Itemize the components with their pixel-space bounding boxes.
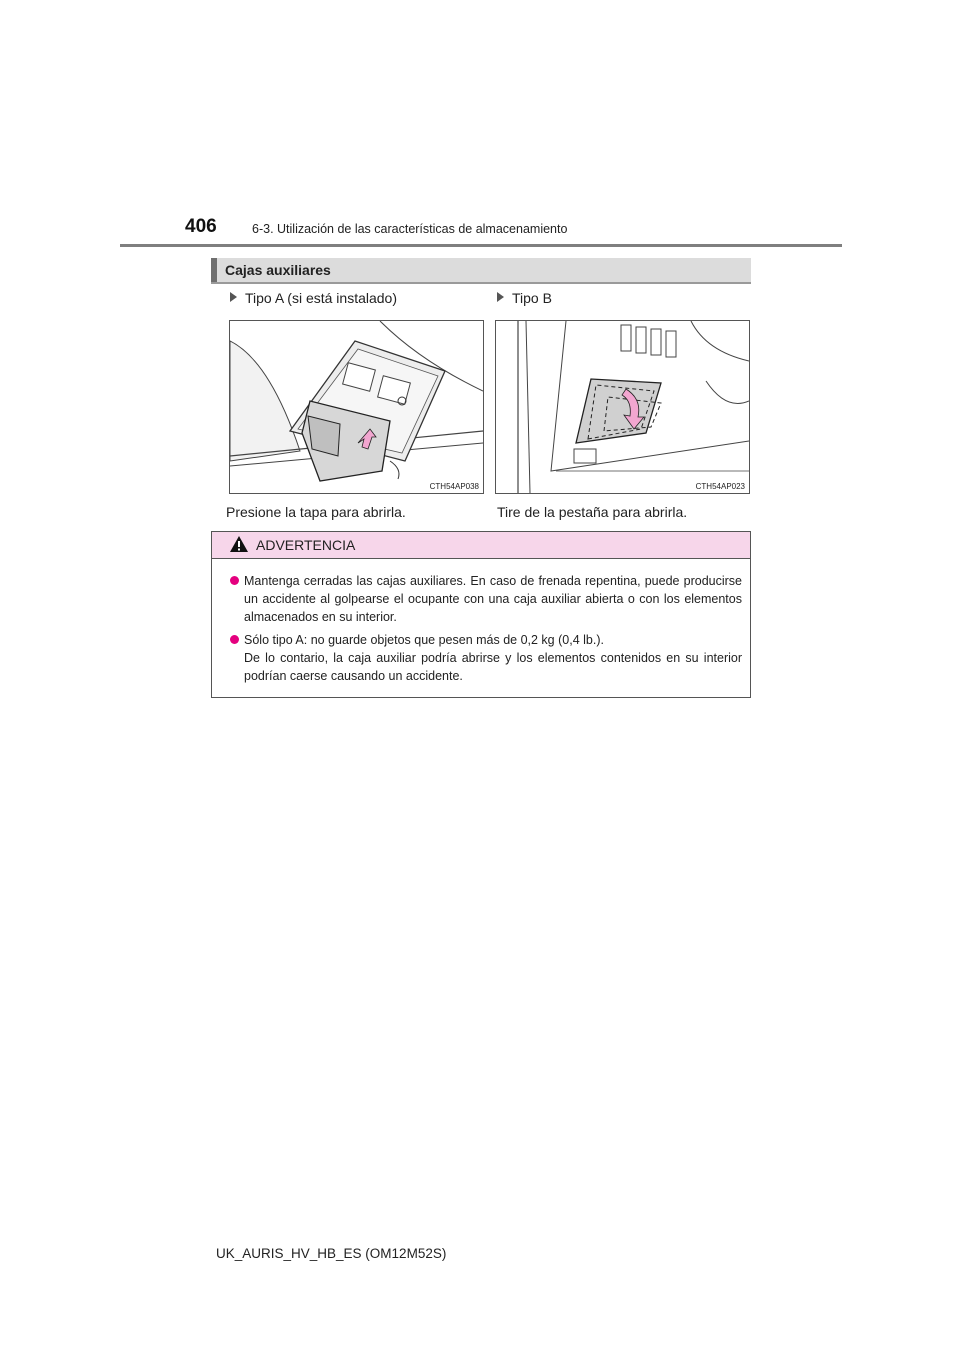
bullet-icon [230, 576, 239, 585]
overhead-console-illustration [230, 321, 483, 493]
section-header: 6-3. Utilización de las características de almacenamiento [252, 222, 568, 236]
bullet-icon [230, 635, 239, 644]
page-number: 406 [185, 216, 217, 237]
figure-type-a [229, 320, 484, 494]
figure-code-b: CTH54AP023 [695, 482, 745, 491]
type-a-label: Tipo A (si está instalado) [230, 290, 397, 306]
warning-item-text: Sólo tipo A: no guarde objetos que pesen más de 0,2 kg (0,4 lb.). De lo contario, la caja auxiliar podría abrirse y los elementos contenidos en su interior podrían caerse causando un accidente. [244, 633, 742, 683]
arrow-right-icon [497, 292, 504, 302]
warning-item [230, 572, 742, 626]
caption-type-b: Tire de la pestaña para abrirla. [497, 504, 688, 520]
warning-item [230, 631, 742, 685]
footer-model-code: UK_AURIS_HV_HB_ES (OM12M52S) [216, 1246, 447, 1261]
type-b-label: Tipo B [497, 290, 552, 306]
warning-triangle-icon [229, 535, 249, 553]
warning-title: ADVERTENCIA [256, 537, 356, 553]
arrow-right-icon [230, 292, 237, 302]
warning-header [212, 532, 750, 559]
figure-code-a: CTH54AP038 [429, 482, 479, 491]
heading-accent [211, 258, 217, 282]
figure-type-b [495, 320, 750, 494]
warning-item-text: Mantenga cerradas las cajas auxiliares. En caso de frenada repentina, puede producirse un accidente al golpearse el ocupante con una caja auxiliar abierta o con los elementos almacenados en su interior. [244, 574, 742, 624]
lower-dashboard-illustration [496, 321, 749, 493]
warning-box [211, 531, 751, 698]
heading-bar [211, 258, 751, 284]
heading-title: Cajas auxiliares [225, 262, 331, 278]
header-rule [120, 244, 842, 247]
caption-type-a: Presione la tapa para abrirla. [226, 504, 406, 520]
